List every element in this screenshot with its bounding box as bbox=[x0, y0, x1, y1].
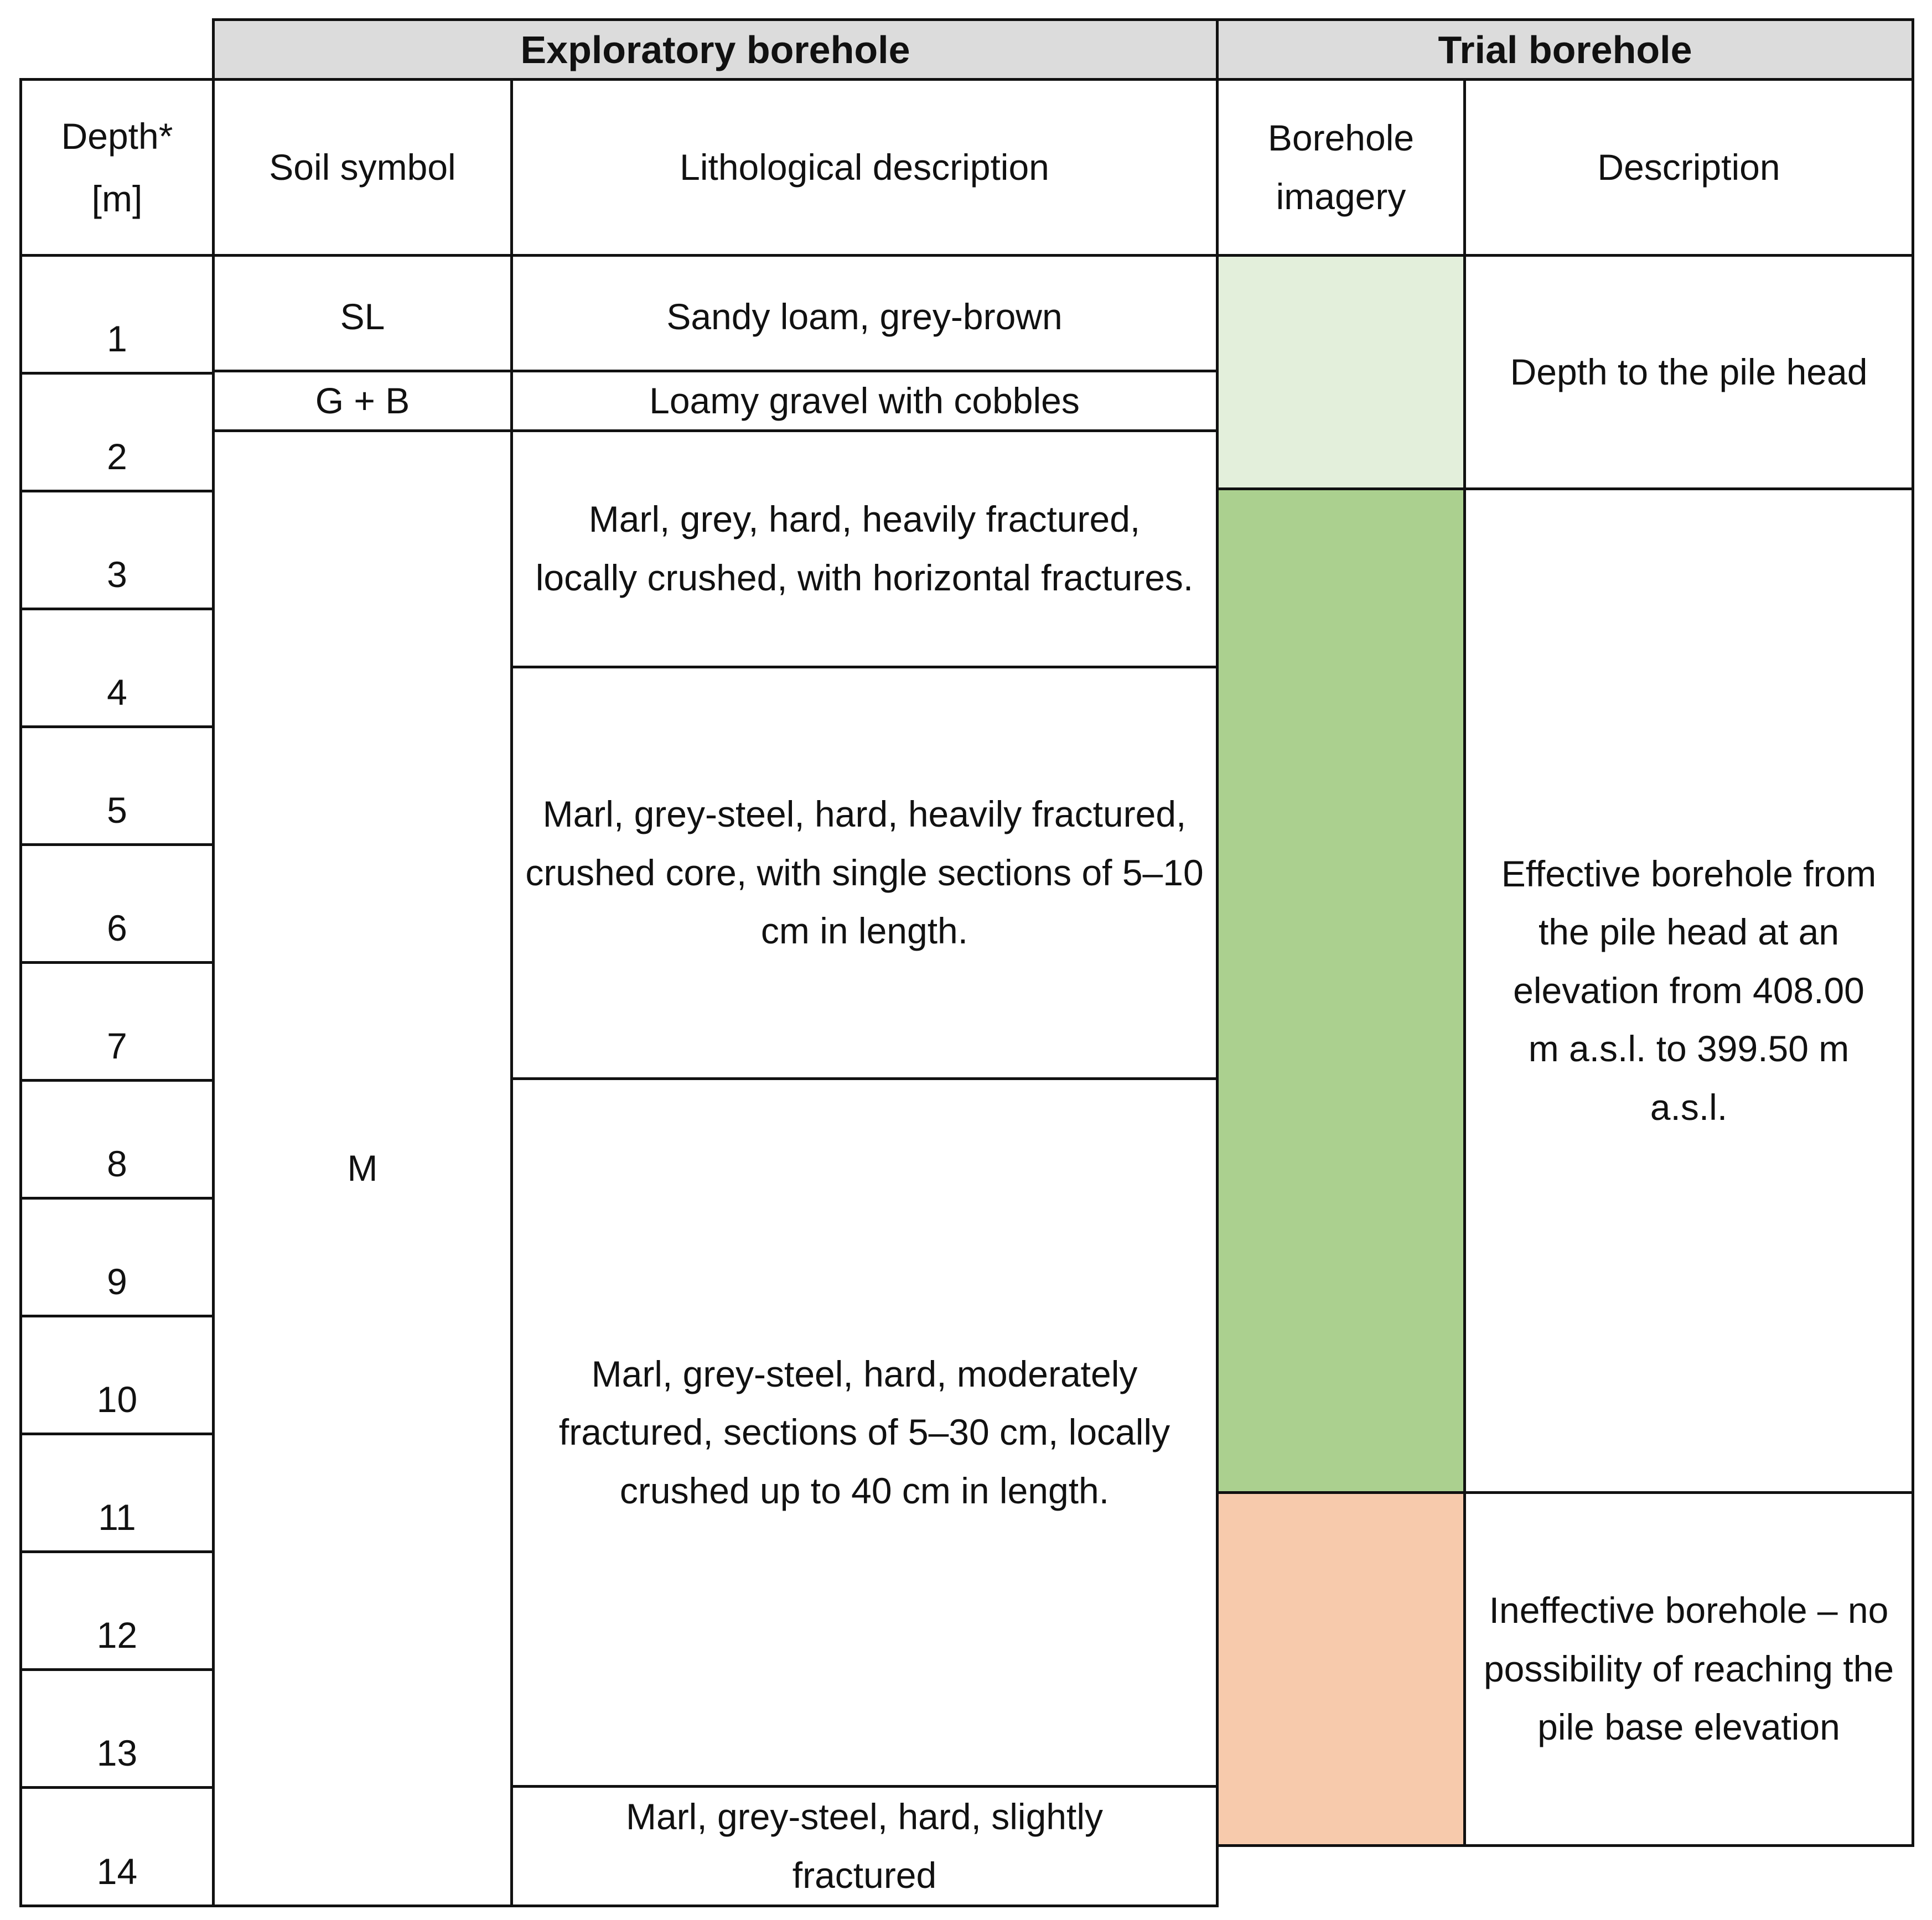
exploratory-borehole-header bbox=[212, 18, 1219, 81]
lithology-text: Marl, grey-steel, hard, heavily fractured, crushed core, with single sections of 5–10 cm in length. bbox=[525, 793, 1204, 952]
depth-value: 1 bbox=[107, 318, 127, 360]
depth-value: 3 bbox=[107, 554, 127, 595]
exploratory-header-label: Exploratory borehole bbox=[520, 28, 910, 71]
lithology-cell bbox=[510, 666, 1219, 1080]
depth-row bbox=[19, 1786, 215, 1907]
borehole-imagery-segment bbox=[1216, 487, 1466, 1494]
depth-row bbox=[19, 372, 215, 492]
description-column-header bbox=[1463, 78, 1914, 257]
depth-row bbox=[19, 1197, 215, 1317]
depth-row bbox=[19, 725, 215, 846]
borehole-imagery-segment bbox=[1216, 1491, 1466, 1847]
depth-column-header bbox=[19, 78, 215, 257]
depth-row bbox=[19, 1668, 215, 1789]
depth-value: 6 bbox=[107, 907, 127, 949]
lithology-text: Marl, grey-steel, hard, moderately fractured, sections of 5–30 cm, locally crushed up to 40 cm in length. bbox=[558, 1353, 1170, 1511]
depth-row bbox=[19, 843, 215, 964]
depth-row bbox=[19, 254, 215, 375]
soil-symbol-header-label: Soil symbol bbox=[269, 146, 456, 188]
lithology-text: Marl, grey, hard, heavily fractured, locally crushed, with horizontal fractures. bbox=[535, 499, 1194, 598]
depth-value: 4 bbox=[107, 672, 127, 713]
description-header-label: Description bbox=[1597, 146, 1780, 188]
trial-description-cell bbox=[1463, 1491, 1914, 1847]
lithology-cell bbox=[510, 1077, 1219, 1788]
depth-row bbox=[19, 961, 215, 1082]
depth-row bbox=[19, 1550, 215, 1671]
lithology-cell bbox=[510, 429, 1219, 668]
lithological-header-label: Lithological description bbox=[680, 146, 1049, 188]
depth-unit-label: [m] bbox=[91, 178, 143, 219]
imagery-header-label-2: imagery bbox=[1276, 175, 1406, 217]
trial-description-cell bbox=[1463, 487, 1914, 1494]
depth-value: 5 bbox=[107, 790, 127, 831]
soil-symbol-value: G + B bbox=[315, 380, 410, 421]
lithology-text: Sandy loam, grey-brown bbox=[666, 296, 1063, 337]
lithology-cell bbox=[510, 254, 1219, 372]
depth-row bbox=[19, 1433, 215, 1553]
depth-row bbox=[19, 608, 215, 728]
lithology-cell bbox=[510, 370, 1219, 432]
depth-row bbox=[19, 1079, 215, 1200]
depth-row bbox=[19, 490, 215, 610]
imagery-header-label-1: Borehole bbox=[1267, 117, 1415, 158]
trial-description-text: Effective borehole from the pile head at an elevation from 408.00 m a.s.l. to 399.50 m a.s.l. bbox=[1501, 853, 1877, 1128]
depth-header-label: Depth* bbox=[61, 116, 173, 157]
depth-value: 2 bbox=[107, 436, 127, 478]
depth-value: 13 bbox=[96, 1732, 138, 1774]
lithology-text: Marl, grey-steel, hard, slightly fractured bbox=[626, 1796, 1103, 1896]
depth-value: 10 bbox=[96, 1379, 138, 1420]
depth-value: 8 bbox=[107, 1143, 127, 1185]
soil-symbol-value: SL bbox=[340, 296, 385, 337]
depth-value: 14 bbox=[96, 1851, 138, 1892]
trial-header-label: Trial borehole bbox=[1438, 28, 1692, 71]
depth-value: 7 bbox=[107, 1025, 127, 1067]
depth-value: 11 bbox=[98, 1497, 136, 1538]
soil-symbol-value: M bbox=[347, 1147, 378, 1189]
imagery-column-header bbox=[1216, 78, 1466, 257]
borehole-imagery-segment bbox=[1216, 254, 1466, 490]
trial-description-text: Depth to the pile head bbox=[1510, 351, 1868, 392]
soil-symbol-column-header bbox=[212, 78, 513, 257]
lithology-cell bbox=[510, 1785, 1219, 1907]
depth-row bbox=[19, 1315, 215, 1435]
lithological-column-header bbox=[510, 78, 1219, 257]
lithology-text: Loamy gravel with cobbles bbox=[649, 380, 1080, 421]
depth-value: 12 bbox=[96, 1615, 138, 1656]
trial-description-text: Ineffective borehole – no possibility of reaching the pile base elevation bbox=[1483, 1590, 1894, 1748]
soil-symbol-cell bbox=[212, 370, 513, 432]
soil-symbol-cell bbox=[212, 254, 513, 372]
depth-value: 9 bbox=[107, 1261, 127, 1303]
soil-symbol-cell bbox=[212, 429, 513, 1907]
trial-description-cell bbox=[1463, 254, 1914, 490]
trial-borehole-header bbox=[1216, 18, 1914, 81]
